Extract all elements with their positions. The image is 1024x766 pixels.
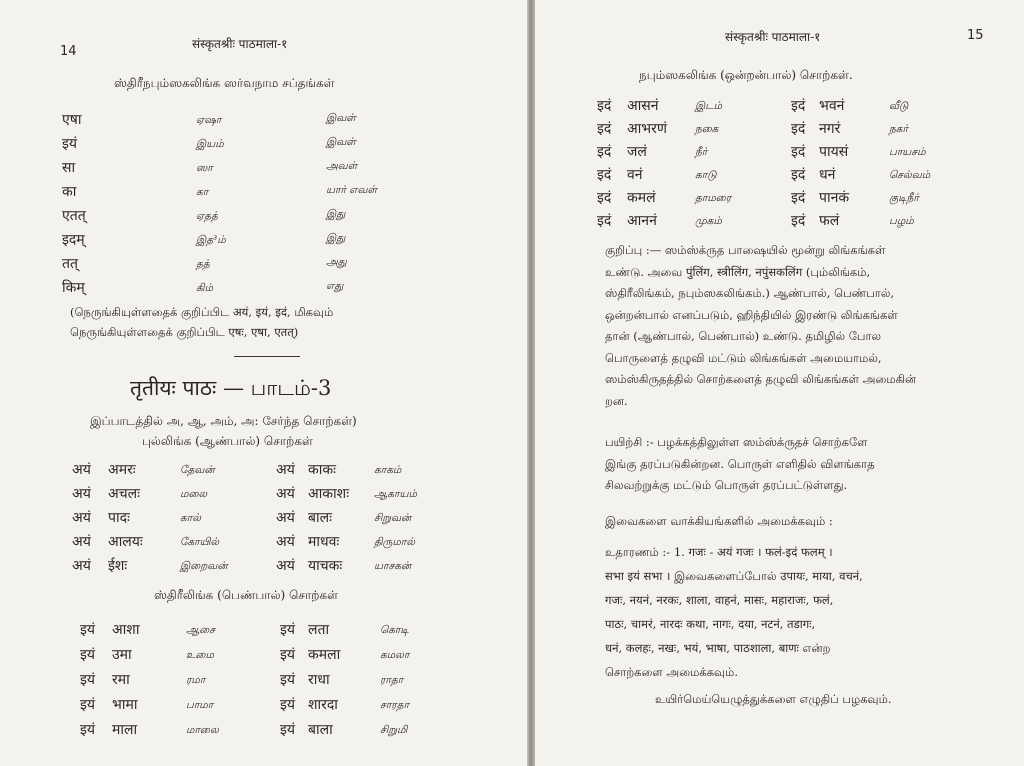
meaning: செல்வம்	[889, 169, 931, 181]
meaning: நகர்	[889, 123, 908, 135]
sanskrit-word: अचलः	[108, 486, 140, 502]
note-line: உண்டு. அவை पुंलिंग, स्त्रीलिंग, नपुंसकलिंग (பும்லிங்கம்,	[605, 264, 871, 279]
meaning: பாயசம்	[889, 146, 926, 158]
pronoun: इयं	[80, 647, 95, 663]
pronoun: अयं	[72, 486, 91, 502]
sanskrit-word: भामा	[112, 697, 138, 713]
sanskrit-word: आलयः	[108, 534, 143, 550]
pronoun: इदं	[791, 167, 806, 183]
pronoun: इदं	[791, 144, 806, 160]
meaning: நீர்	[695, 146, 708, 158]
meaning: தேவன்	[180, 464, 215, 476]
section-title-masculine: புல்லிங்க (ஆண்பால்) சொற்கள்	[142, 434, 313, 448]
meaning: குடிநீர்	[889, 192, 919, 204]
meaning: ரமா	[186, 674, 206, 686]
sanskrit-word: कमलं	[627, 190, 656, 206]
sanskrit-word: पायसं	[819, 144, 849, 160]
sanskrit-word: तत्	[62, 256, 78, 272]
note-line: ஒன்றன்பால் எனப்படும், ஹிந்தியில் இரண்டு லிங்கங்கள்	[605, 307, 898, 322]
sanskrit-word: आकाशः	[308, 486, 350, 502]
pronoun: इयं	[80, 722, 95, 738]
meaning: கமலா	[380, 649, 410, 661]
meaning: அது	[326, 256, 347, 268]
pronoun: अयं	[72, 534, 91, 550]
transliteration: ஏஷா	[196, 114, 222, 126]
sanskrit-word: एतत्	[62, 208, 86, 224]
divider	[234, 356, 300, 357]
pronoun: इदं	[597, 167, 612, 183]
sanskrit-word: धनं	[819, 167, 836, 183]
pronoun: अयं	[276, 558, 295, 574]
meaning: அவள்	[326, 160, 358, 172]
pronoun: अयं	[72, 462, 91, 478]
pronoun: इदं	[791, 98, 806, 114]
pronoun: इयं	[280, 647, 295, 663]
sanskrit-word: माला	[112, 722, 138, 738]
meaning: இது	[326, 208, 346, 220]
sanskrit-word: आननं	[627, 213, 657, 229]
page-number: 14	[60, 44, 77, 59]
running-header: संस्कृतश्रीः पाठमाला-१	[192, 37, 288, 51]
meaning: எது	[326, 280, 344, 292]
pronoun: इयं	[280, 722, 295, 738]
meaning: இவள்	[326, 112, 356, 124]
sanskrit-word: याचकः	[308, 558, 343, 574]
pronoun: अयं	[276, 486, 295, 502]
pronoun: इदं	[791, 213, 806, 229]
sanskrit-word: लता	[308, 622, 330, 638]
running-header: संस्कृतश्रीः पाठमाला-१	[725, 30, 821, 44]
transliteration: இயம்	[196, 138, 224, 150]
pronoun: इयं	[280, 622, 295, 638]
transliteration: ஸா	[196, 162, 213, 174]
example-line: धनं, कलहः, नखः, भयं, भाषा, पाठशाला, बाणः என்ற	[605, 641, 831, 655]
pronoun: इयं	[80, 697, 95, 713]
sanskrit-word: भवनं	[819, 98, 845, 114]
sanskrit-word: काकः	[308, 462, 336, 478]
pronoun: इदं	[791, 190, 806, 206]
sanskrit-word: नगरं	[819, 121, 841, 137]
pronoun: इयं	[80, 672, 95, 688]
pronoun: इदं	[597, 121, 612, 137]
transliteration: கிம்	[196, 282, 214, 294]
meaning: கொடி	[380, 624, 409, 636]
sanskrit-word: कमला	[308, 647, 341, 663]
sanskrit-word: जलं	[627, 144, 647, 160]
section-title-neuter: நபும்ஸகலிங்க (ஒன்றன்பால்) சொற்கள்.	[639, 68, 853, 82]
pronoun: अयं	[276, 510, 295, 526]
practice-paragraph	[605, 432, 1005, 497]
pronoun: अयं	[72, 510, 91, 526]
meaning: பாமா	[186, 699, 214, 711]
meaning: இறைவன்	[180, 560, 228, 572]
pronoun: अयं	[276, 534, 295, 550]
meaning: மாலை	[186, 724, 219, 736]
note-line: (நெருங்கியுள்ளதைக் குறிப்பிட अयं, इयं, इदं, மிகவும்	[70, 305, 334, 319]
meaning: நகை	[695, 123, 719, 135]
example-line: गजः, नयनं, नरकः, शाला, वाहनं, मासः, महाराजः, फलं,	[605, 593, 834, 607]
meaning: இவள்	[326, 136, 356, 148]
sanskrit-word: राधा	[308, 672, 330, 688]
pronoun: इयं	[80, 622, 95, 638]
note-line: தான் (ஆண்பால், பெண்பால்) உண்டு. தமிழில் போல	[605, 329, 882, 343]
meaning: ராதா	[380, 674, 404, 686]
meaning: தாமரை	[695, 192, 732, 204]
note-line: பொருளைத் தழுவி மட்டும் லிங்கங்கள் அமையாமல்,	[605, 350, 882, 365]
pronoun: इयं	[280, 697, 295, 713]
meaning: இது	[326, 232, 346, 244]
lesson-subtitle: இப்பாடத்தில் அ, ஆ, அம், அ: சேர்ந்த சொற்கள்)	[90, 414, 357, 428]
note-line: குறிப்பு :— ஸம்ஸ்க்ருத பாஷையில் மூன்று லிங்கங்கள்	[605, 243, 886, 257]
sanskrit-word: रमा	[112, 672, 130, 688]
meaning: ஆசை	[186, 624, 216, 636]
practice-line: பயிற்சி :- பழக்கத்திலுள்ள ஸம்ஸ்க்ருதச் சொற்களே	[605, 435, 868, 449]
pronoun: इदं	[597, 144, 612, 160]
lesson-title: तृतीयः पाठः — பாடம்-3	[130, 376, 332, 400]
practice-line: இங்கு தரப்படுகின்றன. பொருள் எளிதில் விளங்காத	[605, 456, 875, 471]
page-number: 15	[967, 28, 984, 43]
practice-line: சிலவற்றுக்கு மட்டும் பொருள் தரப்பட்டுள்ளது.	[605, 478, 848, 492]
meaning: இடம்	[695, 100, 723, 112]
transliteration: தத்	[196, 258, 210, 270]
meaning: காடு	[695, 169, 717, 181]
note-paragraph	[605, 240, 1005, 412]
meaning: சிறுமி	[380, 724, 408, 736]
sanskrit-word: का	[62, 184, 77, 200]
note-line: ஸம்ஸ்கிருதத்தில் சொற்களைத் தழுவி லிங்கங்கள் அமைகின்	[605, 372, 917, 386]
pronoun: अयं	[276, 462, 295, 478]
note-line: றன.	[605, 393, 628, 408]
sanskrit-word: किम्	[62, 280, 85, 296]
sanskrit-word: आसनं	[627, 98, 659, 114]
meaning: பழம்	[889, 215, 914, 227]
sanskrit-word: बाला	[308, 722, 333, 738]
pronoun: इदं	[791, 121, 806, 137]
sanskrit-word: वनं	[627, 167, 643, 183]
transliteration: இத³ம்	[196, 234, 226, 246]
pronoun: इदं	[597, 213, 612, 229]
meaning: யார் எவள்	[326, 184, 378, 196]
meaning: கோயில்	[180, 536, 220, 548]
sanskrit-word: अमरः	[108, 462, 136, 478]
sanskrit-word: ईशः	[108, 558, 128, 574]
meaning: காகம்	[374, 464, 402, 476]
example-line: सभा इयं सभा । இவைகளைப்போல் उपायः, माया, वचनं,	[605, 569, 863, 583]
transliteration: ஏதத்	[196, 210, 218, 222]
pronoun: अयं	[72, 558, 91, 574]
sanskrit-word: माधवः	[308, 534, 340, 550]
meaning: சாரதா	[380, 699, 410, 711]
example-line: உதாரணம் :- 1. गजः - अयं गजः । फलं-इदं फलम् ।	[605, 545, 833, 559]
sanskrit-word: शारदा	[308, 697, 338, 713]
example-line: சொற்களை அமைக்கவும்.	[605, 665, 738, 679]
transliteration: கா	[196, 186, 209, 198]
meaning: ஆகாயம்	[374, 488, 417, 500]
pronoun: इयं	[280, 672, 295, 688]
sanskrit-word: इयं	[62, 136, 77, 152]
sanskrit-word: उमा	[112, 647, 132, 663]
meaning: திருமால்	[374, 536, 415, 548]
meaning: யாசகன்	[374, 560, 412, 572]
meaning: மலை	[180, 488, 208, 500]
instruction: இவைகளை வாக்கியங்களில் அமைக்கவும் :	[605, 514, 833, 528]
sanskrit-word: एषा	[62, 112, 82, 128]
sanskrit-word: पादः	[108, 510, 130, 526]
pronoun: इदं	[597, 190, 612, 206]
sanskrit-word: आशा	[112, 622, 140, 638]
meaning: முகம்	[695, 215, 722, 227]
sanskrit-word: फलं	[819, 213, 840, 229]
meaning: வீடு	[889, 100, 909, 112]
meaning: சிறுவன்	[374, 512, 412, 524]
section-title-feminine: ஸ்திரீலிங்க (பெண்பால்) சொற்கள்	[154, 588, 338, 602]
sanskrit-word: बालः	[308, 510, 332, 526]
sanskrit-word: पानकं	[819, 190, 850, 206]
closing-instruction: உயிர்மெய்யெழுத்துக்களை எழுதிப் பழகவும்.	[655, 692, 892, 706]
note-line: ஸ்திரீலிங்கம், நபும்ஸகலிங்கம்.) ஆண்பால், பெண்பால்,	[605, 286, 895, 300]
meaning: கால்	[180, 512, 201, 524]
meaning: உமை	[186, 649, 214, 661]
example-paragraph	[605, 540, 1015, 684]
pronoun: इदं	[597, 98, 612, 114]
book-gutter	[527, 0, 535, 766]
right-page	[535, 0, 1024, 766]
sanskrit-word: इदम्	[62, 232, 85, 248]
section-title-pronouns: ஸ்திரீநபும்ஸகலிங்க ஸர்வநாம சப்தங்கள்	[114, 76, 335, 90]
note-line: நெருங்கியுள்ளதைக் குறிப்பிட एषः, एषा, एतत्)	[70, 325, 299, 339]
example-line: पाठः, चामरं, नारदः कथा, नागः, दया, नटनं, तडागः,	[605, 617, 816, 631]
sanskrit-word: आभरणं	[627, 121, 667, 137]
sanskrit-word: सा	[62, 160, 76, 176]
